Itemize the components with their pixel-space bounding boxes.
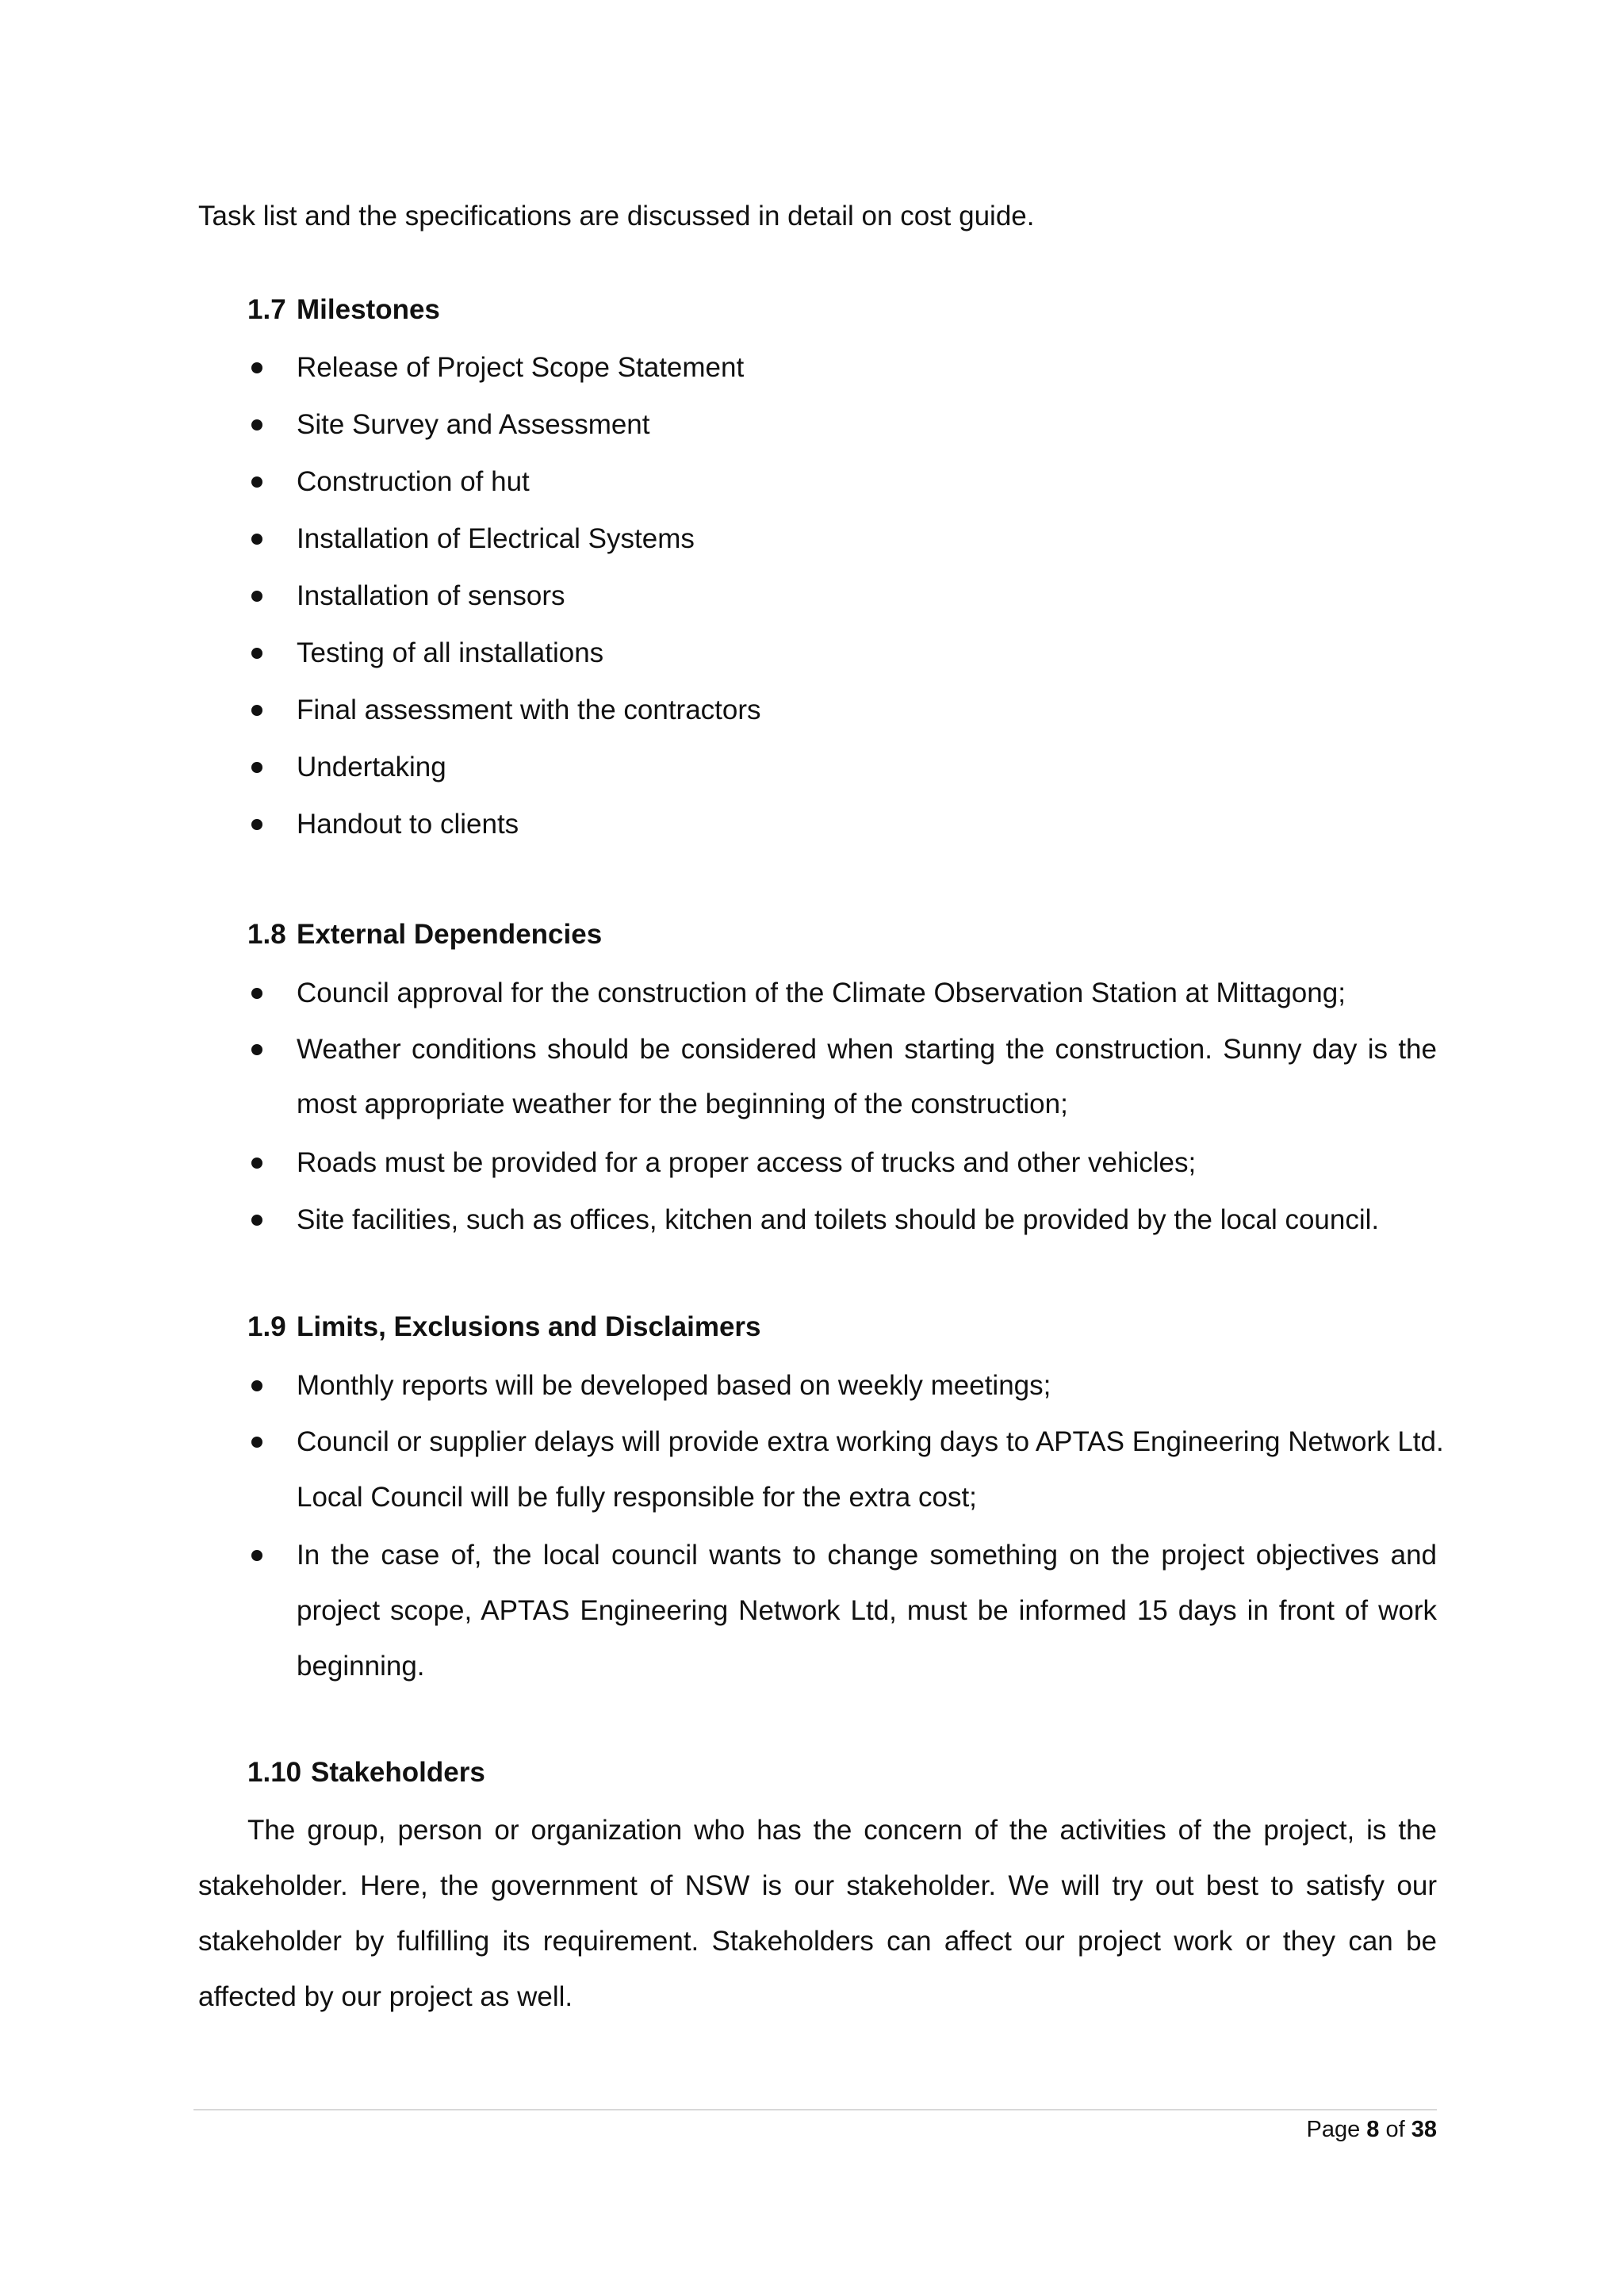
dependencies-heading xyxy=(247,917,602,952)
list-item: Release of Project Scope Statement xyxy=(297,352,745,383)
list-item: Council approval for the construction of the Climate Observation Station at Mittagong; xyxy=(297,978,1346,1008)
list-item: Roads must be provided for a proper access of trucks and other vehicles; xyxy=(297,1147,1197,1178)
list-item-continuation: Local Council will be fully responsible for the extra cost; xyxy=(297,1482,977,1513)
milestones-number: 1.7 xyxy=(247,294,286,325)
bullet-icon xyxy=(251,648,262,659)
paragraph-line: stakeholder by fulfilling its requirement. Stakeholders can affect our project work or they can be xyxy=(198,1926,1437,1957)
bullet-icon xyxy=(251,362,262,373)
list-item: Weather conditions should be considered when starting the construction. Sunny day is the xyxy=(297,1034,1437,1065)
paragraph-line: affected by our project as well. xyxy=(198,1981,573,2012)
dependencies-number: 1.8 xyxy=(247,919,286,950)
bullet-icon xyxy=(251,534,262,545)
list-item: Installation of sensors xyxy=(297,580,565,611)
bullet-icon xyxy=(251,419,262,430)
bullet-icon xyxy=(251,591,262,602)
list-item: Council or supplier delays will provide extra working days to APTAS Engineering Network Ltd. xyxy=(297,1426,1444,1457)
bullet-icon xyxy=(251,1044,262,1055)
intro-text: Task list and the specifications are discussed in detail on cost guide. xyxy=(198,201,1035,232)
page-number-footer xyxy=(1306,2115,1437,2144)
paragraph-line: stakeholder. Here, the government of NSW is our stakeholder. We will try out best to satisfy our xyxy=(198,1870,1437,1901)
of-label: of xyxy=(1385,2117,1405,2142)
limits-title: Limits, Exclusions and Disclaimers xyxy=(297,1311,761,1342)
stakeholders-number: 1.10 xyxy=(247,1757,302,1788)
limits-number: 1.9 xyxy=(247,1311,286,1342)
list-item-continuation: beginning. xyxy=(297,1651,425,1682)
current-page-number: 8 xyxy=(1366,2117,1380,2142)
list-item: Handout to clients xyxy=(297,809,519,840)
stakeholders-heading xyxy=(247,1755,485,1790)
bullet-icon xyxy=(251,705,262,716)
stakeholders-title: Stakeholders xyxy=(311,1757,485,1788)
list-item: Final assessment with the contractors xyxy=(297,695,761,725)
bullet-icon xyxy=(251,476,262,488)
list-item-continuation: most appropriate weather for the beginning of the construction; xyxy=(297,1089,1068,1119)
list-item: Site Survey and Assessment xyxy=(297,409,650,440)
bullet-icon xyxy=(251,762,262,773)
list-item: Installation of Electrical Systems xyxy=(297,523,695,554)
bullet-icon xyxy=(251,1215,262,1226)
list-item: Construction of hut xyxy=(297,466,530,497)
bullet-icon xyxy=(251,1437,262,1448)
list-item: In the case of, the local council wants to change something on the project objectives and xyxy=(297,1540,1437,1571)
milestones-heading xyxy=(247,293,440,327)
dependencies-title: External Dependencies xyxy=(297,919,603,950)
bullet-icon xyxy=(251,1158,262,1169)
list-item: Undertaking xyxy=(297,752,446,783)
list-item-continuation: project scope, APTAS Engineering Network Ltd, must be informed 15 days in front of work xyxy=(297,1595,1437,1626)
bullet-icon xyxy=(251,819,262,830)
total-pages: 38 xyxy=(1411,2117,1437,2142)
bullet-icon xyxy=(251,988,262,999)
list-item: Monthly reports will be developed based on weekly meetings; xyxy=(297,1370,1051,1401)
list-item: Testing of all installations xyxy=(297,637,604,668)
limits-heading xyxy=(247,1310,761,1345)
bullet-icon xyxy=(251,1380,262,1391)
milestones-title: Milestones xyxy=(297,294,440,325)
paragraph-line: The group, person or organization who has the concern of the activities of the project, is the xyxy=(247,1815,1437,1846)
page-label: Page xyxy=(1306,2117,1361,2142)
bullet-icon xyxy=(251,1550,262,1561)
footer-divider xyxy=(193,2109,1437,2110)
list-item: Site facilities, such as offices, kitchen and toilets should be provided by the local council. xyxy=(297,1204,1380,1235)
